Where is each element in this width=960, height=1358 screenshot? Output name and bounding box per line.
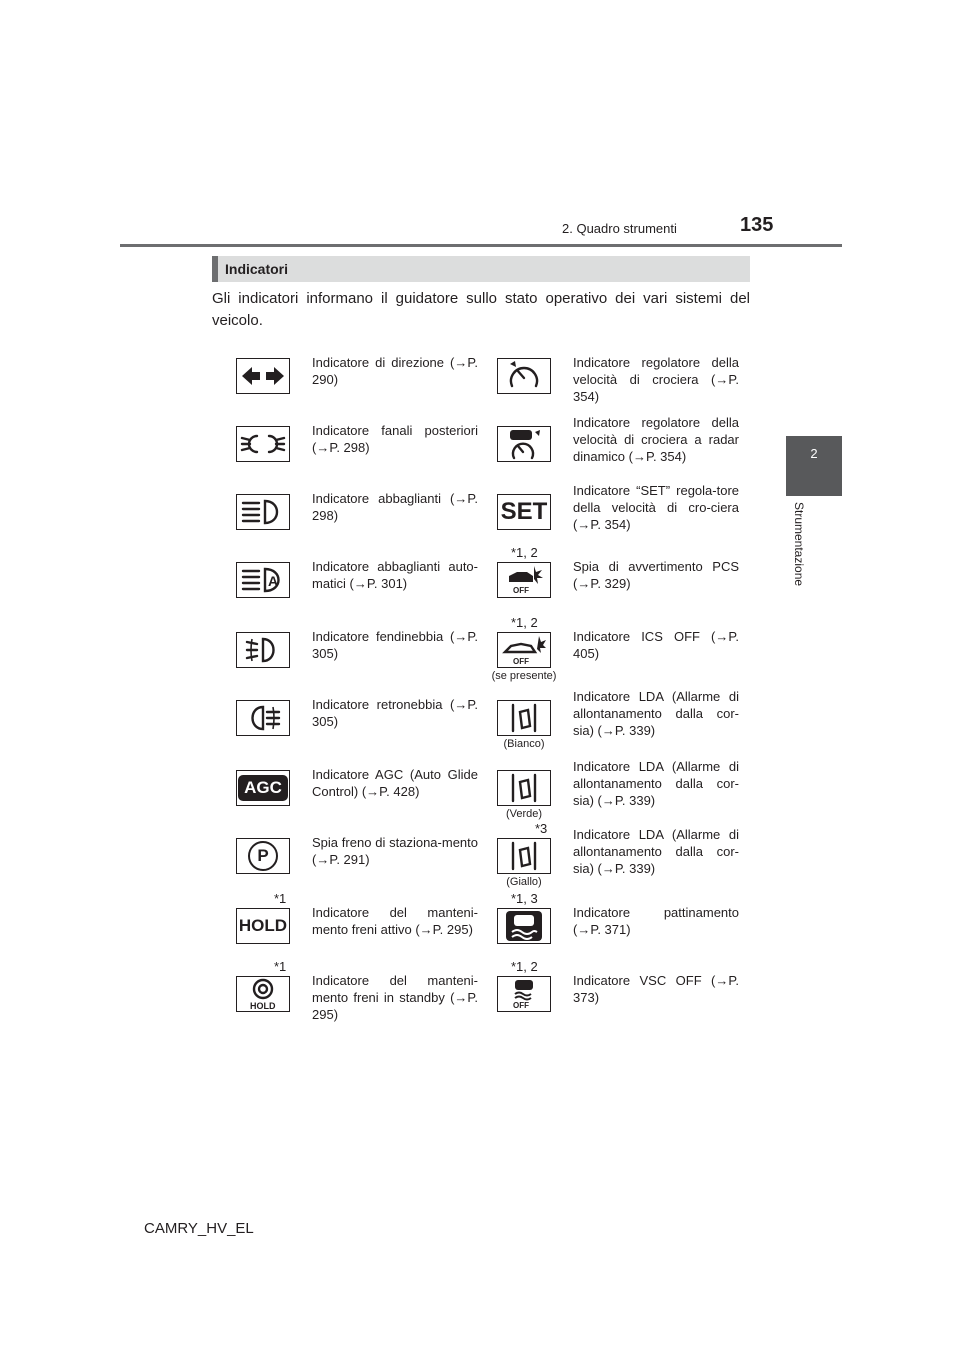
agc-icon-text: AGC [238, 775, 288, 801]
cruise-control-icon [497, 358, 551, 394]
indicator-description: Indicatore regolatore della velocità di crociera a radar dinamico (→P. 354) [573, 415, 739, 464]
header-section-title: 2. Quadro strumenti [562, 221, 677, 236]
pcs-warning-icon [497, 562, 551, 598]
lda-icon [497, 700, 551, 736]
high-beam-icon [236, 494, 290, 530]
footnote-marker: *1 [274, 959, 287, 974]
hold-icon-text: HOLD [238, 916, 288, 935]
footnote-marker: *1, 3 [511, 891, 538, 906]
indicator-description: Indicatore LDA (Allarme di allontanamento dalla cor-sia) (→P. 339) [573, 689, 739, 738]
section-title-bar [212, 256, 750, 282]
footer-model: CAMRY_HV_EL [144, 1220, 254, 1237]
auto-high-beam-icon [236, 562, 290, 598]
radar-cruise-icon [497, 426, 551, 462]
turn-signal-icon [236, 358, 290, 394]
icon-note: (Bianco) [503, 738, 545, 750]
indicator-description: Indicatore pattinamento (→P. 371) [573, 905, 739, 937]
indicator-description: Indicatore del manteni-mento freni attivo (→P. 295) [312, 905, 478, 937]
icon-note: (Giallo) [506, 876, 542, 888]
footnote-marker: *1, 2 [511, 545, 538, 560]
svg-text:OFF: OFF [513, 657, 529, 666]
indicator-description: Indicatore LDA (Allarme di allontanamento dalla cor-sia) (→P. 339) [573, 759, 739, 808]
svg-text:OFF: OFF [513, 586, 529, 595]
icon-note: (se presente) [491, 670, 557, 682]
page-number: 135 [740, 214, 774, 236]
indicator-description: Indicatore AGC (Auto Glide Control) (→P. 428) [312, 767, 478, 799]
indicator-description: Spia di avvertimento PCS (→P. 329) [573, 559, 739, 591]
section-title: Indicatori [225, 261, 289, 277]
agc-icon [236, 770, 290, 806]
svg-text:A: A [268, 573, 279, 589]
svg-text:OFF: OFF [513, 1001, 529, 1010]
indicator-description: Indicatore LDA (Allarme di allontanamento dalla cor-sia) (→P. 339) [573, 827, 739, 876]
lda-icon [497, 770, 551, 806]
tail-light-icon [236, 426, 290, 462]
section-intro: Gli indicatori informano il guidatore sullo stato operativo dei vari sistemi del veicolo. [212, 290, 750, 329]
indicator-description: Indicatore abbaglianti auto-matici (→P. 301) [312, 559, 478, 591]
indicator-description: Indicatore fendinebbia (→P. 305) [312, 629, 478, 661]
indicator-description: Indicatore retronebbia (→P. 305) [312, 697, 478, 729]
hold-icon [236, 908, 290, 944]
set-icon [497, 494, 551, 530]
icon-note: (Verde) [505, 808, 543, 820]
parking-brake-icon-text: P [248, 841, 278, 871]
indicator-description: Spia freno di staziona-mento (→P. 291) [312, 835, 478, 867]
indicator-description: Indicatore del manteni-mento freni in standby (→P. 295) [312, 973, 478, 1022]
parking-brake-icon [236, 838, 290, 874]
set-icon-text: SET [500, 498, 548, 525]
indicator-description: Indicatore ICS OFF (→P. 405) [573, 629, 739, 661]
indicator-description: Indicatore “SET” regola-tore della velocità di cro-ciera (→P. 354) [573, 483, 739, 532]
ics-off-icon [497, 632, 551, 668]
lda-icon [497, 838, 551, 874]
footnote-marker: *1, 2 [511, 615, 538, 630]
vsc-off-icon [497, 976, 551, 1012]
footnote-marker: *3 [535, 821, 548, 836]
footnote-marker: *1, 2 [511, 959, 538, 974]
section-title-accent [212, 256, 218, 282]
chapter-tab [786, 436, 842, 496]
indicator-description: Indicatore regolatore della velocità di crociera (→P. 354) [573, 355, 739, 404]
header-rule [120, 244, 842, 247]
svg-text:HOLD: HOLD [250, 1001, 276, 1011]
front-fog-icon [236, 632, 290, 668]
indicator-description: Indicatore VSC OFF (→P. 373) [573, 973, 739, 1005]
indicator-description: Indicatore di direzione (→P. 290) [312, 355, 478, 387]
indicator-description: Indicatore fanali posteriori (→P. 298) [312, 423, 478, 455]
indicator-description: Indicatore abbaglianti (→P. 298) [312, 491, 478, 523]
rear-fog-icon [236, 700, 290, 736]
chapter-tab-label: Strumentazione [792, 502, 806, 587]
hold-standby-icon [236, 976, 290, 1012]
chapter-tab-number: 2 [810, 446, 818, 461]
footnote-marker: *1 [274, 891, 287, 906]
slip-icon [497, 908, 551, 944]
